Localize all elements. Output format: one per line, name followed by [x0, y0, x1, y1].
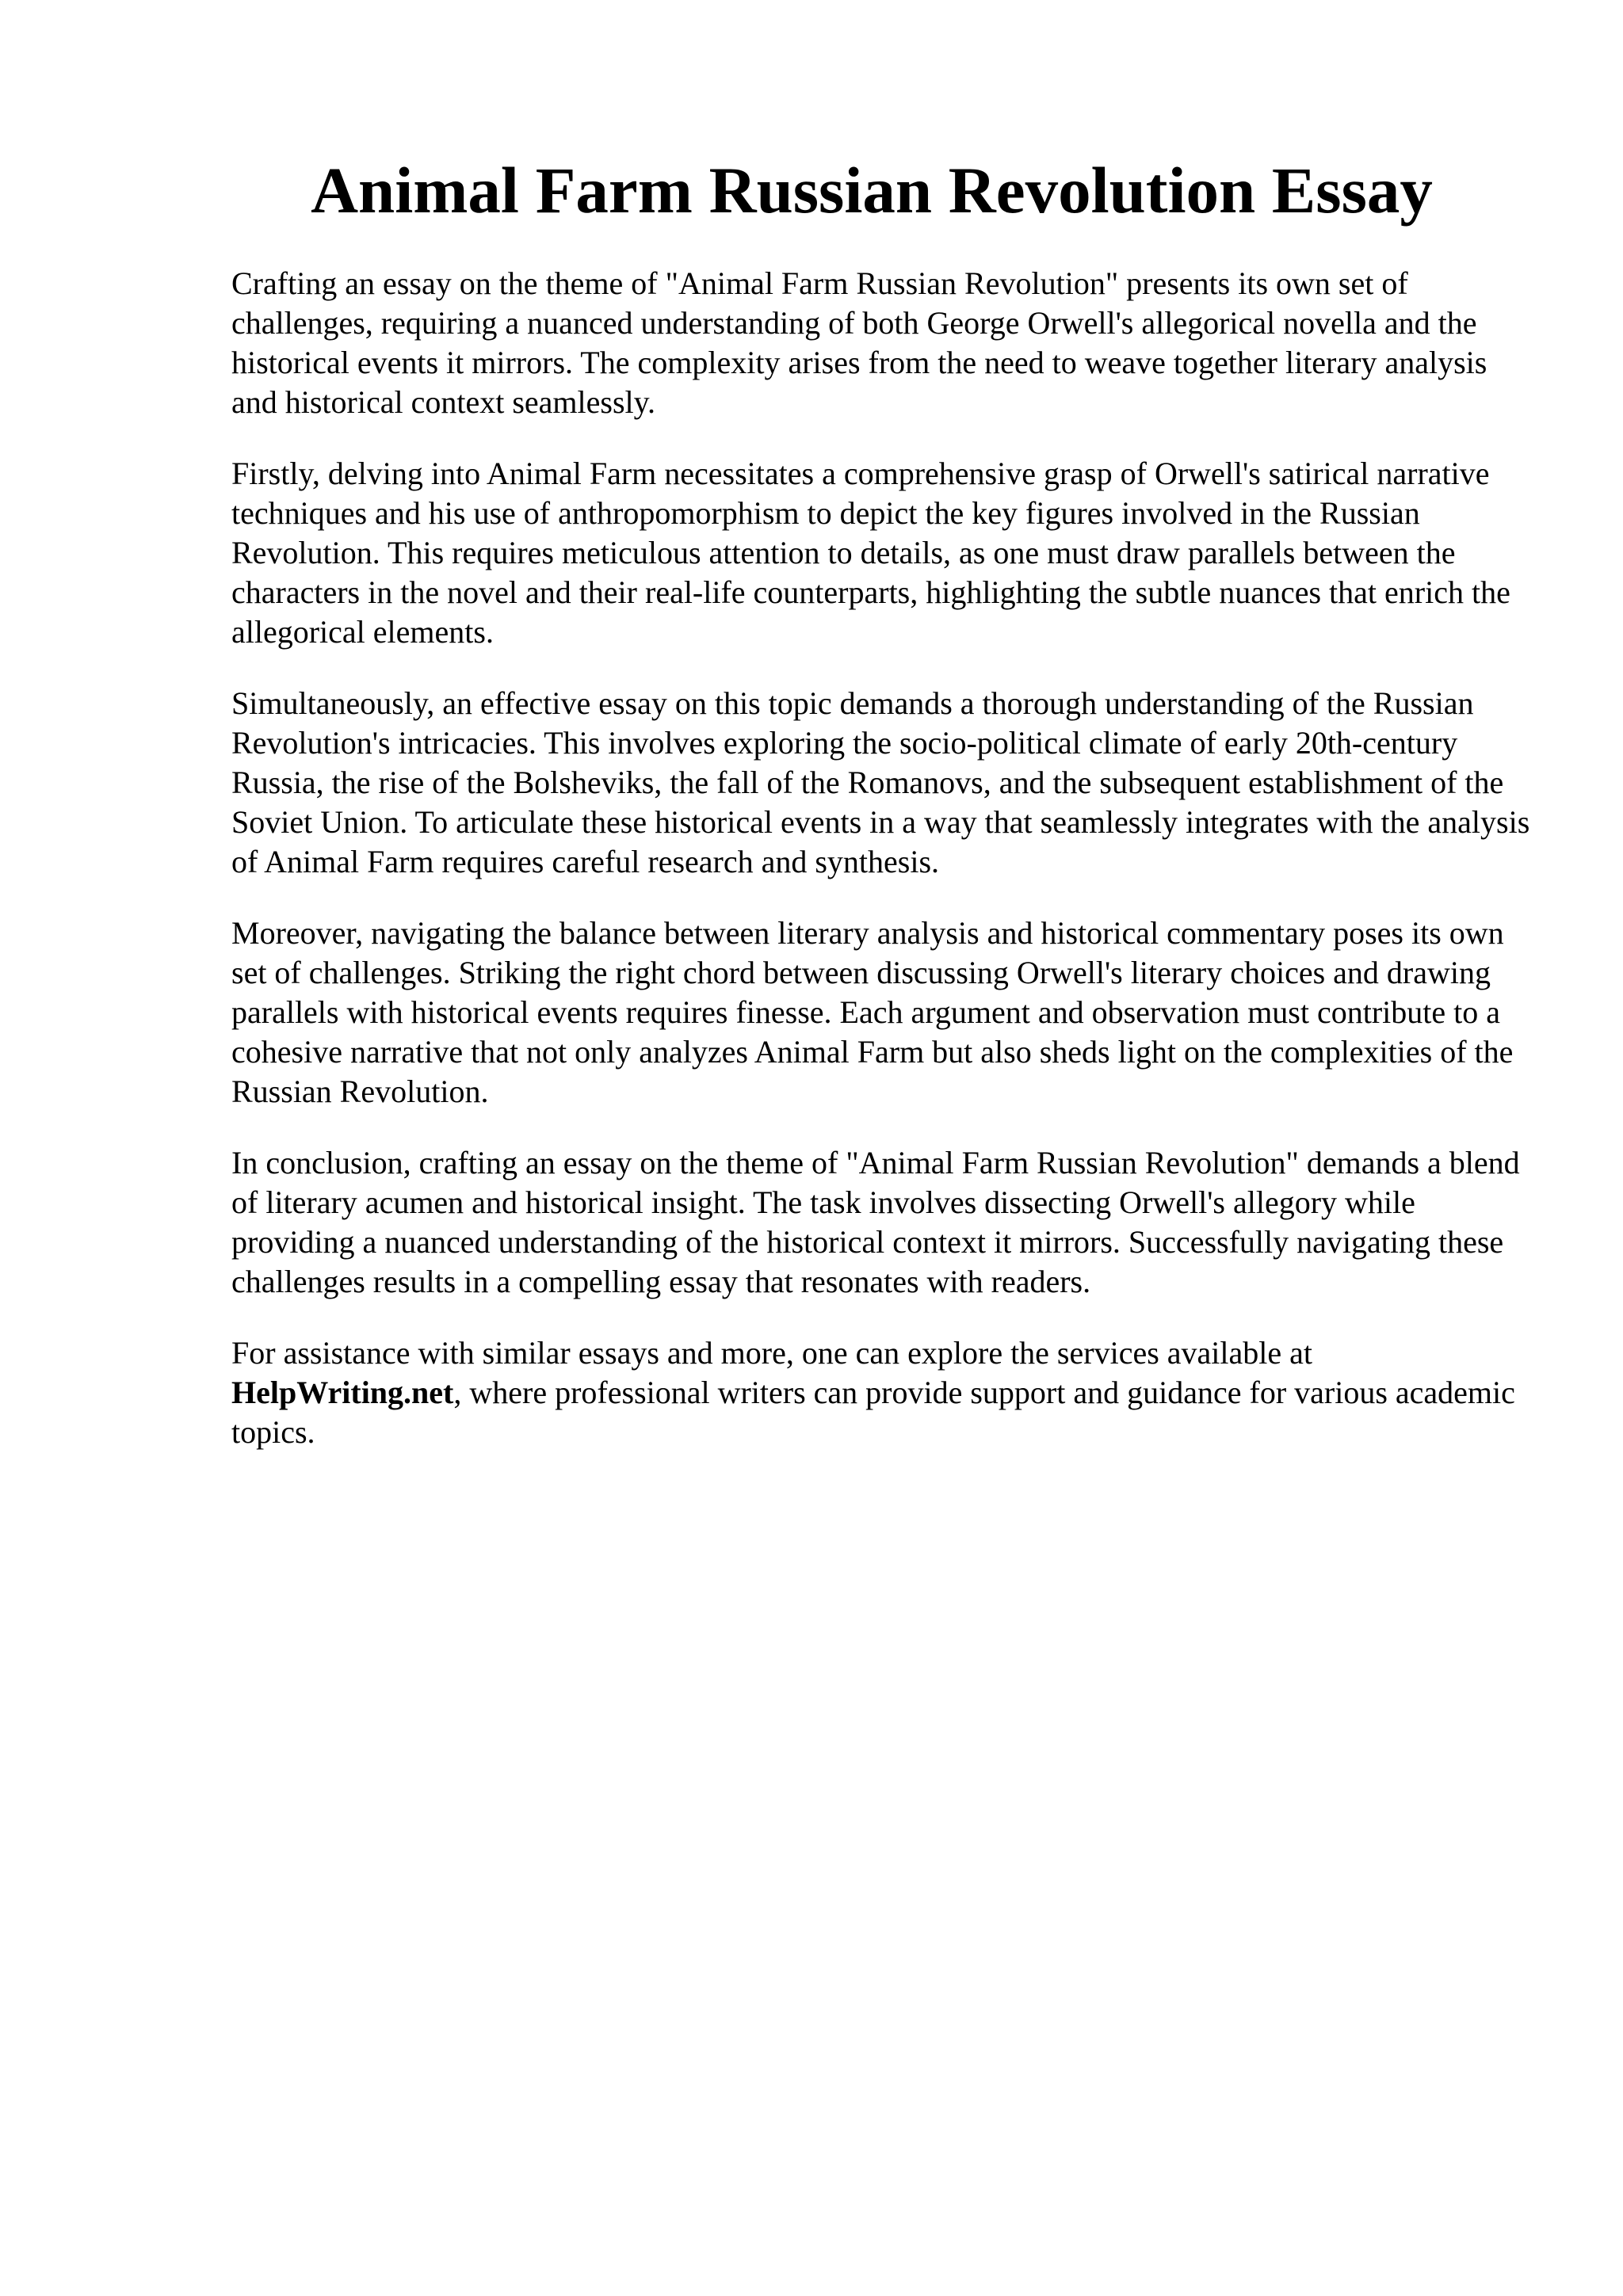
closing-text-before: For assistance with similar essays and more, one can explore the services available at: [231, 1335, 1312, 1371]
closing-text-after: , where professional writers can provide support and guidance for various academic topics.: [231, 1375, 1515, 1450]
paragraph-5: In conclusion, crafting an essay on the theme of "Animal Farm Russian Revolution" demands a blend of literary acumen and historical insight. The task involves dissecting Orwell's allegory while providing a nuanced understanding of the historical context it mirrors. Successfully navigating these challenges results in a compelling essay that resonates with readers.: [231, 1145, 1520, 1299]
closing-paragraph: [231, 1333, 1531, 1452]
paragraph-2: Firstly, delving into Animal Farm necessitates a comprehensive grasp of Orwell's satirical narrative techniques and his use of anthropomorphism to depict the key figures involved in the Russian Revolution. This requires meticulous attention to details, as one must draw parallels between the characters in the novel and their real-life counterparts, highlighting the subtle nuances that enrich the allegorical elements.: [231, 456, 1510, 650]
paragraph-3: Simultaneously, an effective essay on this topic demands a thorough understanding of the Russian Revolution's intricacies. This involves exploring the socio-political climate of early 20th-century Russia, the rise of the Bolsheviks, the fall of the Romanovs, and the subsequent establishment of the Soviet Union. To articulate these historical events in a way that seamlessly integrates with the analysis of Animal Farm requires careful research and synthesis.: [231, 685, 1530, 879]
paragraph-4: Moreover, navigating the balance between literary analysis and historical commentary poses its own set of challenges. Striking the right chord between discussing Orwell's literary choices and drawing parallels with historical events requires finesse. Each argument and observation must contribute to a cohesive narrative that not only analyzes Animal Farm but also sheds light on the complexities of the Russian Revolution.: [231, 915, 1514, 1109]
document-body: [231, 264, 1531, 1484]
document-title: Animal Farm Russian Revolution Essay: [311, 154, 1433, 227]
paragraph-1: Crafting an essay on the theme of "Animal Farm Russian Revolution" presents its own set of challenges, requiring a nuanced understanding of both George Orwell's allegorical novella and the historical events it mirrors. The complexity arises from the need to weave together literary analysis and historical context seamlessly.: [231, 265, 1487, 420]
brand-name: HelpWriting.net: [231, 1375, 454, 1410]
